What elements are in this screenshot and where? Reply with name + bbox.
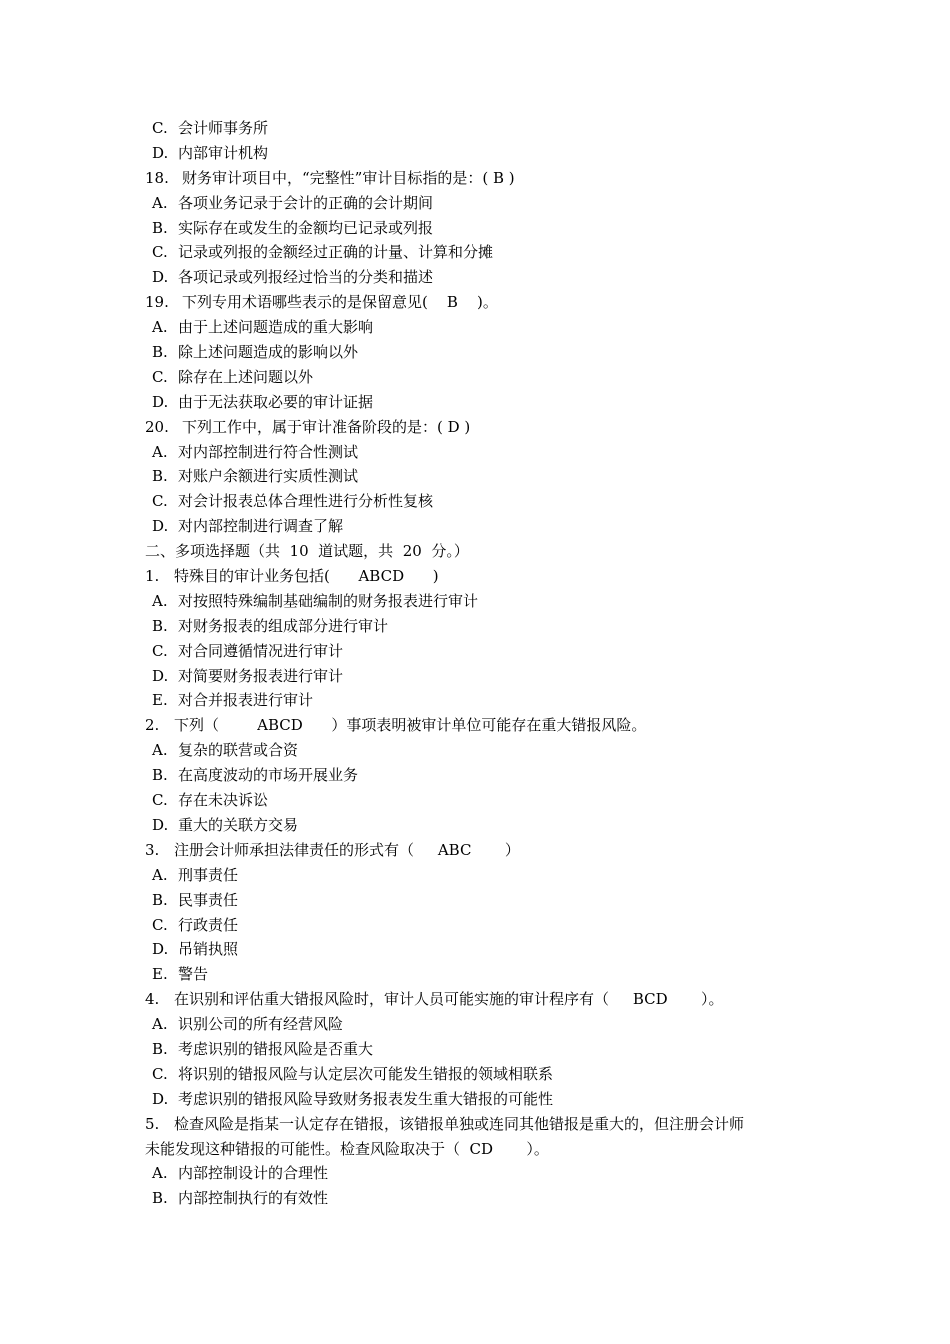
- option-label: A.: [152, 1015, 168, 1034]
- question-text: 下列专用术语哪些表示的是保留意见( B )。: [182, 293, 498, 312]
- option-label: B.: [152, 616, 168, 635]
- answer-option: [0, 265, 950, 290]
- option-text: 考虑识别的错报风险是否重大: [178, 1039, 374, 1058]
- option-label: B.: [152, 343, 168, 362]
- answer-option: [0, 738, 950, 763]
- option-text: 内部控制执行的有效性: [178, 1189, 329, 1208]
- option-text: 警告: [178, 965, 209, 984]
- question-text: 在识别和评估重大错报风险时，审计人员可能实施的审计程序有（ BCD ）。: [174, 990, 724, 1009]
- answer-option: [0, 913, 950, 938]
- question-text: 检查风险是指某一认定存在错报，该错报单独或连同其他错报是重大的，但注册会计师: [174, 1114, 745, 1133]
- question-item: [0, 290, 950, 315]
- option-text: 对内部控制进行符合性测试: [178, 442, 359, 461]
- question-item: [0, 564, 950, 589]
- answer-option: [0, 216, 950, 241]
- option-text: 对会计报表总体合理性进行分析性复核: [178, 492, 434, 511]
- option-label: A.: [152, 1164, 168, 1183]
- answer-option: [0, 962, 950, 987]
- option-text: 对账户余额进行实质性测试: [178, 467, 359, 486]
- answer-option: [0, 365, 950, 390]
- option-label: A.: [152, 442, 168, 461]
- option-text: 对合并报表进行审计: [178, 691, 314, 710]
- answer-option: [0, 1062, 950, 1087]
- option-text: 由于上述问题造成的重大影响: [178, 318, 374, 337]
- answer-option: [0, 589, 950, 614]
- option-label: E.: [152, 965, 168, 984]
- option-text: 考虑识别的错报风险导致财务报表发生重大错报的可能性: [178, 1089, 554, 1108]
- question-item: [0, 713, 950, 738]
- option-text: 刑事责任: [178, 865, 239, 884]
- option-label: B.: [152, 1189, 168, 1208]
- option-label: A.: [152, 591, 168, 610]
- answer-option: [0, 315, 950, 340]
- answer-option: [0, 888, 950, 913]
- option-label: C.: [152, 243, 168, 262]
- question-text: 下列（ ABCD ）事项表明被审计单位可能存在重大错报风险。: [174, 716, 647, 735]
- answer-option: [0, 440, 950, 465]
- option-label: C.: [152, 1064, 168, 1083]
- question-number: 5.: [145, 1114, 160, 1133]
- answer-option: [0, 937, 950, 962]
- option-label: A.: [152, 865, 168, 884]
- answer-option: [0, 614, 950, 639]
- option-text: 对合同遵循情况进行审计: [178, 641, 344, 660]
- answer-option: [0, 1087, 950, 1112]
- answer-option: [0, 141, 950, 166]
- answer-option: [0, 664, 950, 689]
- option-label: A.: [152, 193, 168, 212]
- option-label: A.: [152, 741, 168, 760]
- document-page: [0, 116, 950, 1211]
- option-text: 对内部控制进行调查了解: [178, 517, 344, 536]
- option-label: B.: [152, 890, 168, 909]
- option-label: D.: [152, 940, 169, 959]
- question-text: 未能发现这种错报的可能性。检查风险取决于（ CD ）。: [145, 1139, 549, 1158]
- section-heading-text: 二、多项选择题（共 10 道试题，共 20 分。）: [145, 542, 469, 561]
- answer-option: [0, 514, 950, 539]
- option-label: C.: [152, 367, 168, 386]
- option-label: B.: [152, 218, 168, 237]
- option-text: 实际存在或发生的金额均已记录或列报: [178, 218, 434, 237]
- answer-option: [0, 1161, 950, 1186]
- question-text: 特殊目的审计业务包括( ABCD ): [174, 567, 439, 586]
- answer-option: [0, 116, 950, 141]
- option-text: 行政责任: [178, 915, 239, 934]
- option-label: D.: [152, 392, 169, 411]
- option-text: 内部控制设计的合理性: [178, 1164, 329, 1183]
- question-text: 下列工作中，属于审计准备阶段的是：( D ): [182, 417, 471, 436]
- option-label: D.: [152, 268, 169, 287]
- option-text: 识别公司的所有经营风险: [178, 1015, 344, 1034]
- answer-option: [0, 489, 950, 514]
- option-text: 存在未决诉讼: [178, 791, 269, 810]
- answer-option: [0, 1012, 950, 1037]
- option-label: C.: [152, 791, 168, 810]
- section-heading: [0, 539, 950, 564]
- option-text: 除上述问题造成的影响以外: [178, 343, 359, 362]
- option-text: 除存在上述问题以外: [178, 367, 314, 386]
- option-label: B.: [152, 1039, 168, 1058]
- option-label: C.: [152, 119, 168, 137]
- option-text: 复杂的联营或合资: [178, 741, 299, 760]
- answer-option: [0, 639, 950, 664]
- answer-option: [0, 788, 950, 813]
- question-number: 2.: [145, 716, 160, 735]
- option-label: D.: [152, 815, 169, 834]
- option-text: 对按照特殊编制基础编制的财务报表进行审计: [178, 591, 479, 610]
- option-text: 重大的关联方交易: [178, 815, 299, 834]
- question-item: [0, 1112, 950, 1137]
- question-number: 18.: [145, 168, 169, 187]
- answer-option: [0, 464, 950, 489]
- answer-option: [0, 240, 950, 265]
- option-text: 对简要财务报表进行审计: [178, 666, 344, 685]
- answer-option: [0, 191, 950, 216]
- option-text: 内部审计机构: [178, 143, 269, 162]
- option-label: D.: [152, 143, 169, 162]
- answer-option: [0, 390, 950, 415]
- question-number: 4.: [145, 990, 160, 1009]
- question-text: 财务审计项目中，“完整性”审计目标指的是：( B ): [182, 168, 515, 187]
- option-label: C.: [152, 492, 168, 511]
- question-item: [0, 838, 950, 863]
- option-text: 由于无法获取必要的审计证据: [178, 392, 374, 411]
- answer-option: [0, 1037, 950, 1062]
- question-number: 20.: [145, 417, 169, 436]
- option-text: 吊销执照: [178, 940, 239, 959]
- option-label: D.: [152, 666, 169, 685]
- answer-option: [0, 863, 950, 888]
- option-label: C.: [152, 915, 168, 934]
- question-number: 19.: [145, 293, 169, 312]
- option-text: 各项业务记录于会计的正确的会计期间: [178, 193, 434, 212]
- answer-option: [0, 763, 950, 788]
- option-label: D.: [152, 517, 169, 536]
- question-item: [0, 415, 950, 440]
- option-label: A.: [152, 318, 168, 337]
- option-text: 各项记录或列报经过恰当的分类和描述: [178, 268, 434, 287]
- option-label: E.: [152, 691, 168, 710]
- option-label: C.: [152, 641, 168, 660]
- question-text-continuation: [0, 1137, 950, 1162]
- answer-option: [0, 340, 950, 365]
- question-number: 3.: [145, 840, 160, 859]
- question-number: 1.: [145, 567, 160, 586]
- option-text: 民事责任: [178, 890, 239, 909]
- question-item: [0, 166, 950, 191]
- option-label: B.: [152, 467, 168, 486]
- question-text: 注册会计师承担法律责任的形式有（ ABC ）: [174, 840, 520, 859]
- option-label: B.: [152, 766, 168, 785]
- option-text: 对财务报表的组成部分进行审计: [178, 616, 389, 635]
- option-text: 在高度波动的市场开展业务: [178, 766, 359, 785]
- option-text: 记录或列报的金额经过正确的计量、计算和分摊: [178, 243, 494, 262]
- answer-option: [0, 688, 950, 713]
- question-item: [0, 987, 950, 1012]
- option-text: 将识别的错报风险与认定层次可能发生错报的领域相联系: [178, 1064, 554, 1083]
- option-text: 会计师事务所: [178, 119, 269, 137]
- option-label: D.: [152, 1089, 169, 1108]
- answer-option: [0, 813, 950, 838]
- answer-option: [0, 1186, 950, 1211]
